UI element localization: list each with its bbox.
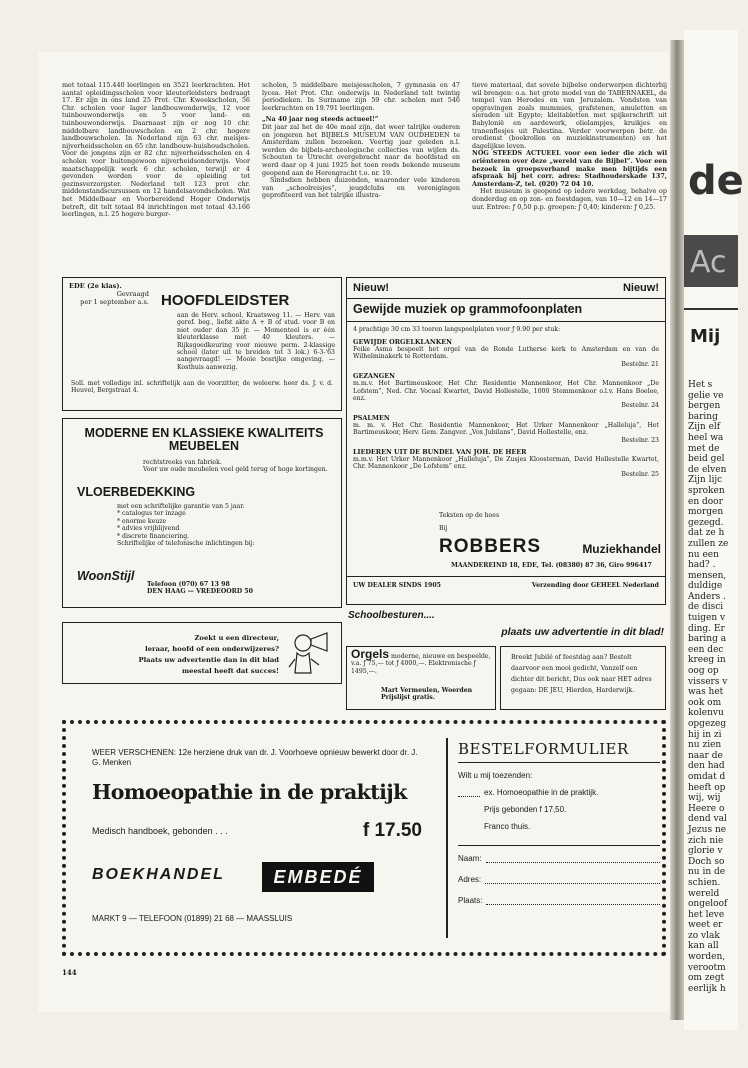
ad-body: moderne, nieuwe en bespeelde, v.a. ƒ 75,— tot ƒ 4000,—. Elektronische ƒ 1495,—. [351,653,491,675]
records-list [353,338,659,482]
record-number: Bestelnr. 21 [621,360,659,368]
facing-text-line: oog op [688,666,719,677]
facing-text-line: Anders . [688,591,727,602]
facing-subhead: Mij [690,326,721,347]
form-item: ex. Homoeopathie in de praktijk. [484,788,599,797]
shop-label: BOEKHANDEL [92,866,225,883]
ad-shipping: Verzending door GEHEEL Nederland [531,582,659,589]
facing-text-line: gelie ve [688,390,724,401]
article-paragraph: scholen, 5 middelbare meisjesscholen, 7 gymnasia en 47 lycea. Het Prot. Chr. onderwijs in Nederland telt twintig periodieken. In Suriname zijn 59 chr. scholen met 546 leerkrachten en 19.791 leerlingen. [262,81,460,112]
ad-title-2: VLOERBEDEKKING [77,485,196,499]
facing-text-line: dat ze h [688,528,725,539]
divider [446,738,448,938]
facing-text-line: had? . [688,560,716,571]
book-title: Homoeopathie in de praktijk [92,780,407,804]
record-heading: LIEDEREN UIT DE BUNDEL VAN JOH. DE HEER [353,448,527,457]
name-field[interactable] [486,854,660,863]
divider [347,321,665,322]
ad-guarantee: met een schriftelijke garantie van 5 jaar. [117,503,245,510]
facing-text-line: opgezeg [688,719,727,729]
facing-text-line: een dec [688,644,724,655]
bullet-item: * discrete financiering. [117,532,190,540]
article-paragraph: Het museum is geopend op iedere werkdag, behalve op donderdag en op zon- en feestdagen, van 10—12 en 14—17 uur. Entree: ƒ 0,50 p.p. groepen: ƒ 0,40; kinderen: ƒ 0,25. [472,187,667,211]
article-heading: „Na 40 jaar nog steeds actueel!” [262,115,379,124]
facing-text-line: ook om [688,697,722,708]
facing-text-line: de disci [688,602,724,613]
facing-text-line: kreeg in [688,655,726,666]
ad-title: HOOFDLEIDSTER [161,292,290,309]
facing-text-line: met de [688,443,720,454]
ad-date: per 1 september a.s. [80,298,149,306]
ad-phone: Telefoon (070) 67 13 98 [147,581,230,588]
form-label: Naam: [458,854,482,863]
ad-line: Voor uw oude meubelen veel geld terug of hoge kortingen. [143,466,328,474]
facing-banner [684,235,738,287]
city-field[interactable] [486,896,660,905]
article-paragraph: Dit jaar zal het de 40e maal zijn, dat weer talrijke ouderen en jongeren het BIJBELS MUSEUM VAN OUDHEDEN te Amsterdam zullen bezoeken. Veertig jaar geleden n.l. werden de bijbels-archeologische collecties van wijlen ds. Schouten te Utrecht overgebracht naar de hoofdstad en werd daar op 4 juni 1925 het toen reeds bekende museum geopend aan de Herengracht t.o. nr. 19. [262,122,460,177]
facing-text-line: heel wa [688,432,724,443]
ad-dealer: UW DEALER SINDS 1905 [353,582,441,589]
facing-text-line: wereld [688,888,720,899]
facing-text-line: naar de [688,750,723,761]
record-number: Bestelnr. 24 [621,402,659,410]
book-price: f 17.50 [362,820,422,841]
ad-title: Gewijde muziek op grammofoonplaten [353,302,583,316]
ad-notice: WEER VERSCHENEN: 12e herziene druk van dr. J. Voorhoeve opnieuw bewerkt door dr. J. G. Menken [92,748,418,767]
record-entry [353,372,659,410]
facing-text-line: Zijn lijc [688,475,723,486]
record-text: m.m.v. Het Urker Mannenkoor „Halleluja”, De Zusjes Kloosterman, David Hollestelle Kwartet, Chr. Mannenkoor „De Lofstem” enz. [353,456,659,471]
quantity-field[interactable] [458,788,480,797]
record-number: Bestelnr. 25 [621,470,659,478]
ad-teksten: Teksten op de hoes [439,512,500,519]
facing-text-line: baring [688,411,718,422]
facing-text-line: ongeloof [688,899,728,910]
facing-text-line: Heere o [688,803,725,814]
divider [347,298,665,299]
form-label: Plaats: [458,896,483,905]
ad-place: EDE (2e klas). [69,282,122,290]
facing-text-line: hij in zi [688,729,722,740]
man-with-megaphone-illustration [287,629,333,679]
divider [684,308,738,310]
facing-text-line: de elven [688,464,727,475]
article-column-2 [262,82,460,200]
new-label-right: Nieuw! [622,282,659,294]
brand-woonstijl: WoonStijl [77,569,135,583]
record-heading: GEZANGEN [353,372,395,381]
facing-text-line: om zegt [688,973,725,984]
facing-text-line: worden, [688,952,726,963]
form-title: BESTELFORMULIER [458,740,660,763]
bullet-item: * enorme keuze [117,517,167,525]
shop-footer: MARKT 9 — TELEFOON (01899) 21 68 — MAASSLUIS [92,914,293,923]
ad-line: meestal heeft dat succes! [181,667,279,675]
facing-text-line: nu een [688,549,719,560]
ad-body: aan de Herv. school, Kraatsweg 11. — Herv. van geref. beg., liefst akte A + B of stud. voor B en niet ouder dan 35 jr. — Momenteel is er één kleuterklasse met 40 kleuters. — Rijksgoedkeuring voor nieuwe perm. 2-klassige school (later uit te breiden tot 3 lok.) 6-3-'63 aangevraagd! — Mooie bosrijke omgeving. — Kosthuis aanwezig. [177,312,335,371]
divider [347,576,665,577]
facing-text-line: zo vlak [688,930,720,941]
facing-text-line: was het [688,687,724,698]
facing-text-line: sproken [688,485,725,496]
facing-text-line: het leve [688,909,725,920]
facing-text-line: glorie v [688,846,723,857]
facing-text-line: Het s [688,380,713,390]
ad-schoolbesturen [346,608,666,644]
record-text: m. m. v. Het Chr. Residentie Mannenkoor, Het Urker Mannenkoor „Halleluja”, Het Bartimeuskoor, Herv. Gem. Zangver. „Vox Jubilans”, David Hollestelle, enz. [353,421,659,437]
facing-text-line: heeft op [688,782,726,793]
article-column-3 [472,82,667,211]
facing-text-line: mensen, [688,570,727,581]
ad-bij: Bij [439,525,448,532]
facing-banner-text: Ac [690,245,727,280]
ad-inquiry: Schriftelijke of telefonische inlichtingen bij: [117,540,255,548]
bullet-item: * catalogus ter inzage [117,510,186,518]
facing-text-line: schien. [688,877,721,888]
facing-page [684,30,744,1030]
facing-text-line: eerlijk h [688,983,726,994]
facing-text-line: nu in de [688,867,726,878]
new-label-left: Nieuw! [353,282,390,294]
record-text: m.m.v. Het Bartimeuskoor, Het Chr. Residentie Mannenkoor, Het Chr. Mannenkoor „De Lofstem”, Ned. Chr. Vocaal Kwartet, David Hollestelle, 1000 Stemmenkoor o.l.v. Hans Boelee, enz. [353,380,659,403]
ad-title: Orgels [351,647,390,661]
ad-price: Prijslijst gratis. [381,694,435,702]
facing-text-line: en door [688,496,723,507]
brand-sub: Muziekhandel [582,542,661,556]
order-form [458,740,660,905]
facing-text-line: kolenvu [688,708,724,719]
article-paragraph: NOG STEEDS ACTUEEL voor een ieder die zich wil oriënteren over deze „wereld van de Bijbel”. Voor een bezoek in groepsverband make men bijtijds een afspraak bij het corr. adres: Stadhouderskade 137, Amsterdam-Z, tel. (020) 72 04 10. [472,149,667,188]
ad-name: Mart Vermeulen, Woerden [381,687,473,694]
ad-meubelen [62,418,342,608]
record-heading: GEWIJDE ORGELKLANKEN [353,338,452,346]
facing-text-column [688,380,748,994]
facing-text-line: beid gel [688,454,725,465]
divider [458,845,660,846]
ad-line: leraar, hoofd of een onderwijzeres? [145,645,279,653]
record-entry [353,448,659,478]
ad-hoofdleidster [62,277,342,411]
facing-headline: de [688,158,744,204]
form-intro: Wilt u mij toezenden: [458,771,533,780]
facing-text-line: zullen ze [688,538,729,549]
facing-text-line: bergen [688,401,721,412]
ad-robbers [346,277,666,605]
facing-text-line: nu zien [688,740,722,751]
facing-text-line: morgen [688,507,724,518]
facing-text-line: ding. Er [688,623,725,634]
facing-text-line: zich nie [688,835,724,846]
page-number: 144 [62,968,77,977]
shop-name-logo: EMBEDÉ [262,862,374,892]
facing-text-line: baring a [688,634,727,645]
ad-line: plaats uw advertentie in dit blad! [501,626,664,638]
ad-line: Zoekt u een directeur, [194,634,279,642]
ad-jubile [500,646,666,710]
ad-body: Breekt Jubilé of feestdag aan? Bestelt daarvoor een mooi gedicht, Vanzelf een dichter dit bericht, Dus ook naar HET adres gegaan: DE JEU, Hierden, Harderwijk. [511,654,652,694]
book-subtitle: Medisch handboek, gebonden . . . [92,826,228,836]
facing-text-line: Doch so [688,856,725,867]
facing-text-line: kan all [688,941,719,952]
facing-text-line: omdat d [688,771,726,782]
ad-address: MAANDEREIND 18, EDE, Tel. (08380) 87 36, Giro 996417 [451,562,652,569]
facing-text-line: vissers v [688,676,728,687]
article-column-1: met totaal 115.440 leerlingen en 3521 leerkrachten. Het aantal opleidingsscholen voor kleuterleidsters bedraagt 17. Er zijn in ons land 25 Prot. Chr. Kweekscholen, 56 Chr. scholen voor lager landbouwonderwijs, 12 voor tuinbouwonderwijs en 5 voor land- en tuinbouwonderwijs. Daarnaast zijn er nog 10 chr. middelbare landbouwscholen en 2 chr. hogere landbouwscholen. In Nederland zijn 63 chr. meisjes-nijverheidsscholen en 65 chr. landbouw-huishoudscholen. Voor de jongens zijn er 82 chr. nijverheidsscholen en 4 scholen voor buitengewoon nijverheidsonderwijs. Voor maatschappelijk werk 6 chr. scholen, terwijl er 4 gevonden worden voor de opleiding tot gezinsverzorgster. Nederland telt 123 prot chr. middenstandscursussen en 12 handelsavondscholen. Wat het Middelbaar en Voorbereidend Hoger Onderwijs betreft, dit telt totaal 84 inrichtingen met totaal 43.166 leerlingen, n.l. 25 hogere burger- [62,81,250,219]
facing-text-line: den had [688,761,725,772]
facing-text-line: verootm [688,962,726,973]
form-label: Adres: [458,875,482,884]
facing-text-line: dend val [688,814,727,825]
form-shipping: Franco thuis. [484,822,531,831]
record-entry [353,414,659,444]
ad-line: Schoolbesturen.... [348,610,435,621]
bullet-list [117,510,337,540]
page-gutter [670,40,684,1020]
facing-text-line: Zijn elf [688,422,721,433]
form-price: Prijs gebonden f 17,50. [484,805,567,814]
ad-line: rechtstreeks van fabriek. [143,459,222,466]
facing-text-line: wij, wij [688,793,721,804]
record-heading: PSALMEN [353,413,390,422]
ad-line: Plaats uw advertentie dan in dit blad [138,656,279,664]
brand-robbers: ROBBERS [439,536,542,557]
article-paragraph: tieve materiaal, dat sovele bijbelse onderwerpen dichterbij wil brengen: o.a. het grote model van de TABERNAKEL, de tempel van Herodes en van Jeruzalem. Vondsten van opgravingen zoals mummies, grafstenen, amuletten en sieraden uit Egypte; kleitabletten met spijkerschrift uit Babylonië en aardewerk, olielampjes, kruikjes en tranenflesjes uit Palestina. Verder voorwerpen betr. de eredienst (boekrollen en muziekinstrumenten) en het dagelijkse leven. [472,81,667,150]
record-number: Bestelnr. 23 [621,436,659,444]
bullet-item: * advies vrijblijvend [117,525,180,533]
ad-city: DEN HAAG — VREDEOORD 50 [147,588,253,596]
ad-contact: Soll. met volledige inl. schriftelijk aan de voorzitter, de weleerw. heer ds. J. v. d. Heuvel, Bergstraat 4. [71,380,333,395]
record-text: Feike Asma bespeelt het orgel van de Ronde Lutherse kerk te Amsterdam en van de Wilhelminakerk te Rotterdam. [353,346,659,361]
ad-homoeopathie [62,720,666,956]
ad-directeur [62,622,342,684]
address-field[interactable] [485,875,660,884]
ad-gevraagd: Gevraagd [116,290,149,298]
facing-text-line: tuigen v [688,613,726,624]
facing-text-line: duldige [688,581,723,592]
article-paragraph: Sindsdien hebben duizenden, waaronder vele kinderen van „schoolreisjes”, jeugdclubs en verenigingen geprofiteerd van het talrijke illustra- [262,176,460,200]
facing-text-line: Jezus ne [688,824,727,835]
ad-orgels [346,646,496,710]
ad-title: MODERNE EN KLASSIEKE KWALITEITS MEUBELEN [84,426,324,453]
facing-text-line: weet er [688,920,723,931]
facing-text-line: gezegd. [688,517,724,528]
record-entry [353,338,659,368]
ad-intro: 4 prachtige 30 cm 33 toeren langspeelplaten voor ƒ 9.90 per stuk: [353,326,561,333]
